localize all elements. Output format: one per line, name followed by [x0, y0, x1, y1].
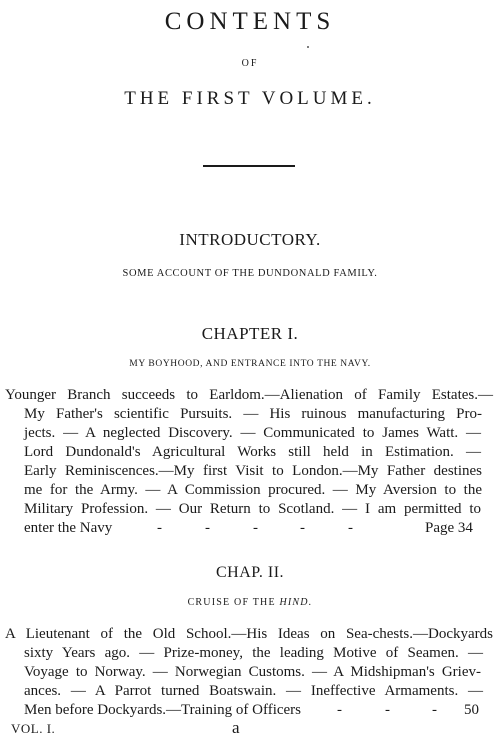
chapter1-heading: CHAPTER I. — [201, 324, 299, 343]
chapter2-line: sixty Years ago. — Prize-money, the leading Motive of Seamen. — — [24, 645, 483, 661]
chapter2-line: Voyage to Norway. — Norwegian Customs. — A Midshipman's Griev- — [24, 664, 481, 680]
chapter2-subtitle — [0, 597, 500, 608]
chapter2-line: A Lieutenant of the Old School.—His Ideas on Sea-chests.—Dockyards — [5, 626, 493, 642]
volume-title: THE FIRST VOLUME. — [124, 88, 376, 109]
leader-dash: - — [348, 520, 353, 536]
leader-dash: - — [205, 520, 210, 536]
chapter2-subtitle-ship: HIND. — [279, 597, 313, 608]
chapter1-line: Younger Branch succeeds to Earldom.—Alienation of Family Estates.— — [5, 387, 493, 403]
title-rule — [203, 165, 295, 167]
chapter2-line: Men before Dockyards.—Training of Officers — [24, 702, 302, 718]
chapter1-line: My Father's scientific Pursuits. — His ruinous manufacturing Pro- — [24, 406, 482, 422]
chapter1-subtitle: MY BOYHOOD, AND ENTRANCE INTO THE NAVY. — [129, 359, 371, 369]
chapter2-page: 50 — [464, 702, 479, 718]
introductory-subtitle: SOME ACCOUNT OF THE DUNDONALD FAMILY. — [122, 268, 378, 279]
chapter1-line: Lord Dundonald's Agricultural Works still held in Estimation. — — [24, 444, 481, 460]
footer-volume: VOL. I. — [11, 721, 56, 736]
chapter1-line: Military Profession. — Our Return to Scotland. — I am permitted to — [24, 501, 481, 517]
ink-speck — [307, 46, 309, 48]
chapter2-heading: CHAP. II. — [215, 564, 285, 581]
leader-dash: - — [432, 702, 437, 718]
chapter2-subtitle-prefix: CRUISE OF THE — [187, 597, 280, 608]
chapter1-line: Early Reminiscences.—My first Visit to London.—My Father destines — [24, 463, 482, 479]
chapter1-line: enter the Navy — [24, 520, 113, 536]
chapter2-line: ances. — A Parrot turned Boatswain. — Ineffective Armaments. — — [24, 683, 483, 699]
contents-title: CONTENTS — [164, 8, 336, 35]
chapter1-line: jects. — A neglected Discovery. — Communicated to James Watt. — — [24, 425, 481, 441]
chapter1-line: me for the Army. — A Commission procured. — My Aversion to the — [24, 482, 482, 498]
introductory-heading: INTRODUCTORY. — [179, 230, 321, 249]
leader-dash: - — [385, 702, 390, 718]
of-label: OF — [241, 58, 259, 69]
leader-dash: - — [337, 702, 342, 718]
signature-mark: a — [232, 718, 240, 737]
leader-dash: - — [157, 520, 162, 536]
chapter1-page: Page 34 — [425, 520, 473, 536]
leader-dash: - — [300, 520, 305, 536]
leader-dash: - — [253, 520, 258, 536]
